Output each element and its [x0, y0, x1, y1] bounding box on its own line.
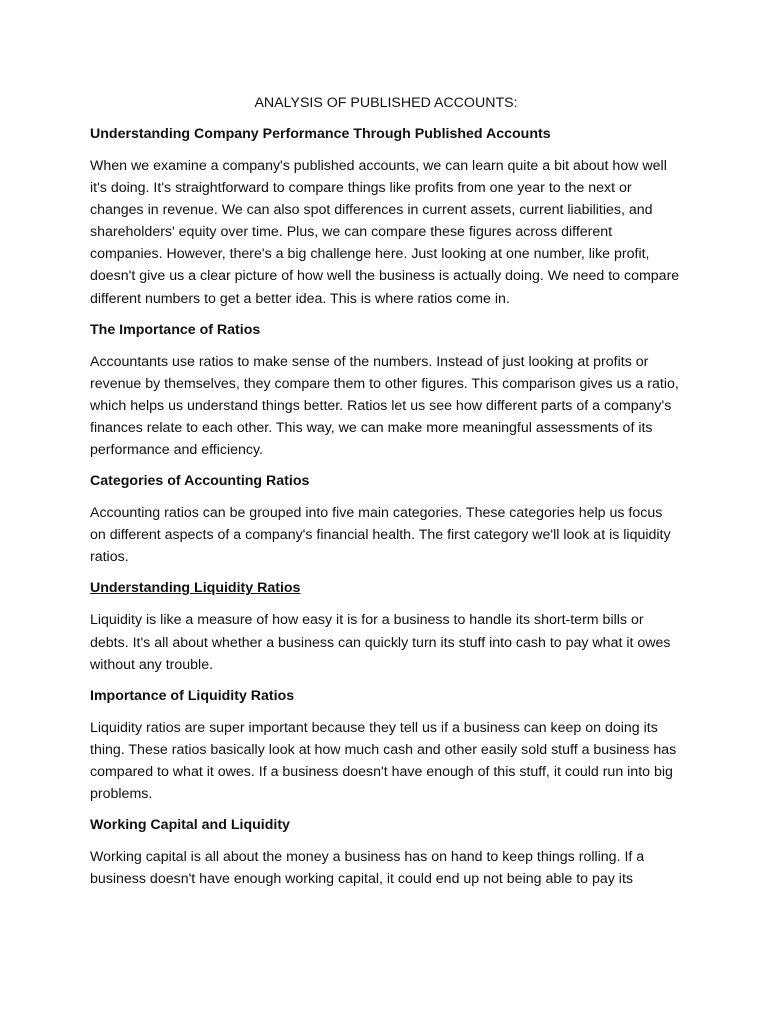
document-page: [90, 93, 682, 900]
section-heading-categories: Categories of Accounting Ratios: [90, 473, 310, 490]
section-body-importance-of-ratios: Accountants use ratios to make sense of the numbers. Instead of just looking at profits or revenue by themselves, they compare them to other figures. This comparison gives us a ratio, which helps us understand things better. Ratios let us see how different parts of a company's finances relate to each other. This way, we can make more meaningful assessments of its performance and efficiency.: [90, 353, 679, 459]
section-heading-liquidity-ratios: Understanding Liquidity Ratios: [90, 580, 301, 597]
section-body-categories: Accounting ratios can be grouped into five main categories. These categories help us focus on different aspects of a company's financial health. The first category we'll look at is liquidity ratios.: [90, 505, 671, 566]
section-heading-importance-liquidity: Importance of Liquidity Ratios: [90, 687, 295, 704]
section-body-working-capital: Working capital is all about the money a business has on hand to keep things rolling. If a business doesn't have enough working capital, it could end up not being able to pay its: [90, 849, 645, 888]
section-body-company-performance: When we examine a company's published accounts, we can learn quite a bit about how well it's doing. It's straightforward to compare things like profits from one year to the next or changes in revenue. We can also spot differences in current assets, current liabilities, and shareholders' equity over time. Plus, we can compare these figures across different companies. However, there's a big challenge here. Just looking at one number, like profit, doesn't give us a clear picture of how well the business is actually doing. We need to compare different numbers to get a better idea. This is where ratios come in.: [90, 158, 680, 307]
section-heading-company-performance: Understanding Company Performance Through Published Accounts: [90, 126, 551, 142]
section-body-liquidity-ratios: Liquidity is like a measure of how easy it is for a business to handle its short-term bills or debts. It's all about whether a business can quickly turn its stuff into cash to pay what it owes without any trouble.: [90, 612, 671, 673]
section-heading-importance-of-ratios: The Importance of Ratios: [90, 321, 261, 338]
document-title: ANALYSIS OF PUBLISHED ACCOUNTS:: [254, 95, 518, 111]
section-heading-working-capital: Working Capital and Liquidity: [90, 817, 290, 834]
section-body-importance-liquidity: Liquidity ratios are super important because they tell us if a business can keep on doing its thing. These ratios basically look at how much cash and other easily sold stuff a business has compared to what it owes. If a business doesn't have enough of this stuff, it could run into big problems.: [90, 719, 677, 802]
